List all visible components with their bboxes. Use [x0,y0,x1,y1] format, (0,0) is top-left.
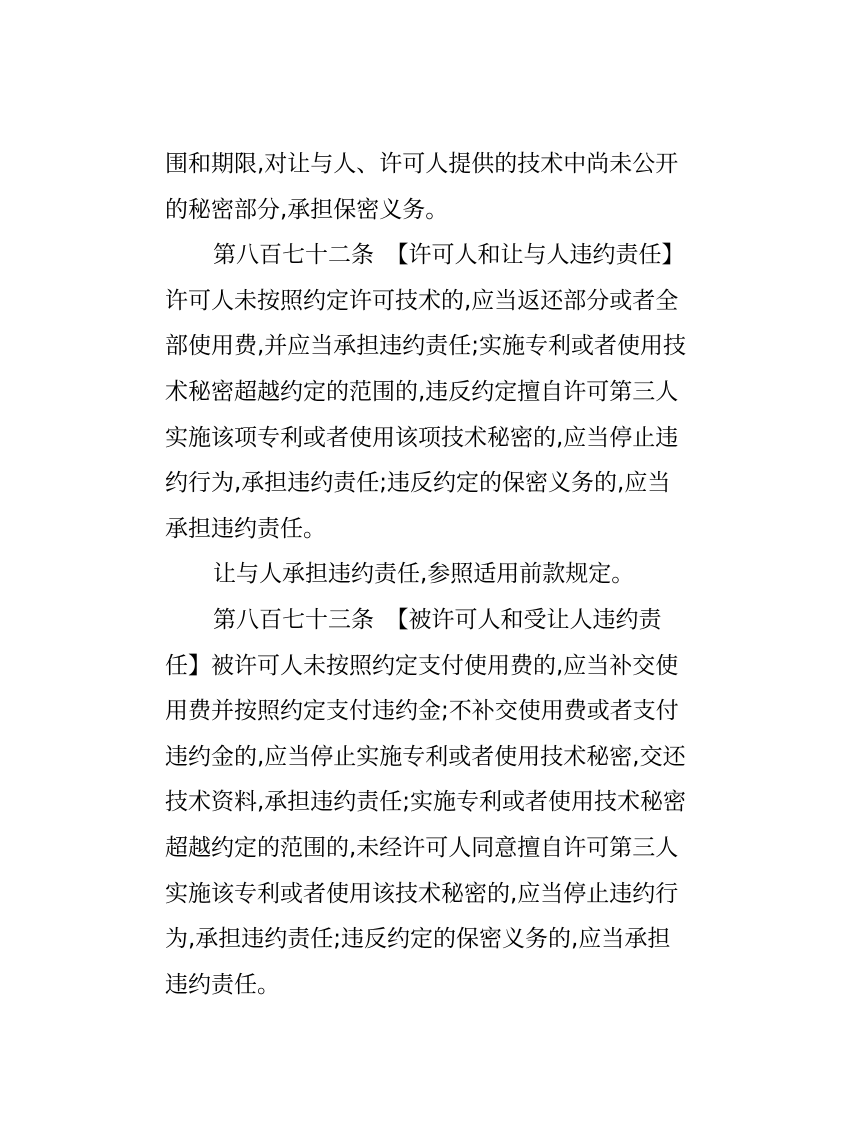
body-text [165,142,705,1008]
text-line: 部使用费,并应当承担违约责任;实施专利或者使用技 [165,333,687,360]
text-line: 违约金的,应当停止实施专利或者使用技术秘密,交还 [165,743,686,770]
text-line: 超越约定的范围的,未经许可人同意擅自许可第三人 [165,834,679,861]
text-line: 围和期限,对让与人、许可人提供的技术中尚未公开 [165,151,679,177]
text-line: 用费并按照约定支付违约金;不补交使用费或者支付 [165,698,679,725]
text-line: 的秘密部分,承担保密义务。 [165,196,449,223]
text-line: 为,承担违约责任;违反约定的保密义务的,应当承担 [165,926,671,953]
text-line: 许可人未按照约定许可技术的,应当返还部分或者全 [165,287,679,314]
text-line: 实施该专利或者使用该技术秘密的,应当停止违约行 [165,880,679,907]
text-line: 任】被许可人未按照约定支付使用费的,应当补交使 [165,652,679,679]
article-872-heading: 第八百七十二条 【许可人和让与人违约责任】 [213,242,685,269]
text-line: 承担违约责任。 [165,515,326,542]
text-line: 术秘密超越约定的范围的,违反约定擅自许可第三人 [165,378,679,405]
paragraph-start: 让与人承担违约责任,参照适用前款规定。 [213,561,635,588]
text-line: 约行为,承担违约责任;违反约定的保密义务的,应当 [165,470,671,497]
article-873-heading: 第八百七十三条 【被许可人和受让人违约责 [213,606,662,633]
text-line: 违约责任。 [165,971,280,998]
text-line: 实施该项专利或者使用该项技术秘密的,应当停止违 [165,424,679,451]
text-line: 技术资料,承担违约责任;实施专利或者使用技术秘密 [165,789,687,816]
